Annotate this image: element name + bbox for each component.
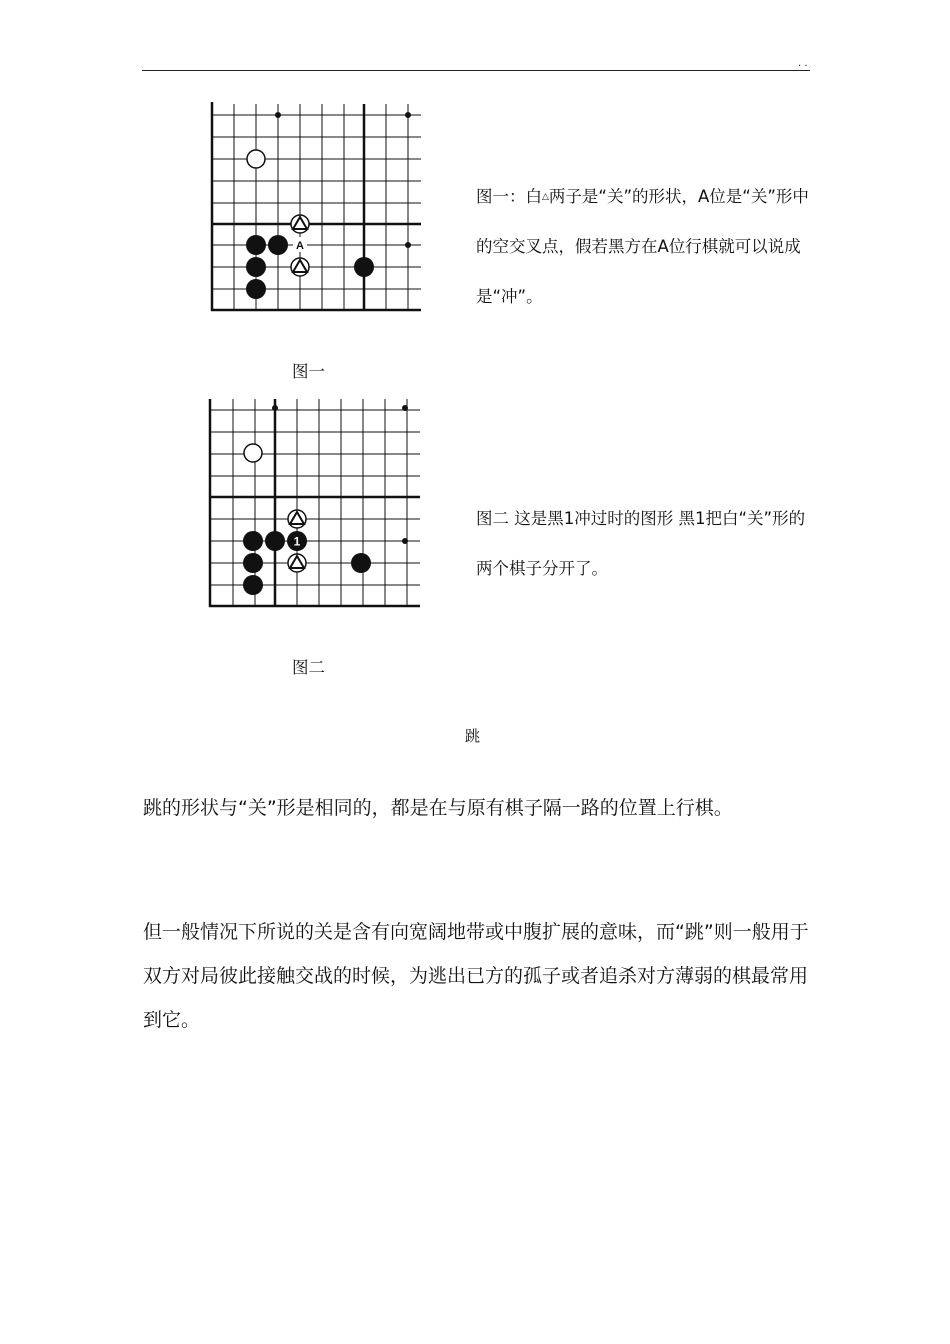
star-point <box>402 538 408 544</box>
star-point <box>272 405 278 411</box>
black-stone <box>268 235 288 255</box>
paragraph: 但一般情况下所说的关是含有向宽阔地带或中腹扩展的意味，而“跳”则一般用于双方对局彼此接触交战的时候，为逃出已方的孤子或者追杀对方薄弱的棋最常用到它。 <box>143 921 809 1031</box>
go-board-figure-1 <box>206 100 421 315</box>
stone-number-label: 1 <box>293 534 301 549</box>
star-point <box>405 112 411 118</box>
paragraph: 跳的形状与“关”形是相同的，都是在与原有棋子隔一路的位置上行棋。 <box>143 797 733 819</box>
corner-mark: . . <box>798 58 808 69</box>
header-rule <box>142 70 810 71</box>
black-stone <box>243 575 263 595</box>
go-board-figure-2 <box>205 395 420 610</box>
black-stone <box>246 279 266 299</box>
star-point <box>405 242 411 248</box>
star-point <box>275 112 281 118</box>
figure-2-caption: 图二 <box>292 658 325 677</box>
white-stone-triangle-marked <box>291 215 309 233</box>
white-stone <box>244 444 262 462</box>
black-stone <box>243 553 263 573</box>
figure-1-description: 图一：白△两子是“关”的形状，A位是“关”形中的空交叉点，假若黑方在A位行棋就可以说成是“冲”。 <box>476 187 809 306</box>
point-label-a: A <box>296 240 304 252</box>
black-stone <box>243 531 263 551</box>
figure-2-description: 图二 这是黑1冲过时的图形 黑1把白“关”形的两个棋子分开了。 <box>476 509 806 578</box>
black-stone <box>246 257 266 277</box>
white-stone <box>247 150 265 168</box>
section-title: 跳 <box>465 727 481 745</box>
white-stone-triangle-marked <box>288 554 306 572</box>
black-stone <box>265 531 285 551</box>
star-point <box>402 405 408 411</box>
black-stone <box>246 235 266 255</box>
figure-1-caption: 图一 <box>292 362 325 381</box>
black-stone <box>354 257 374 277</box>
white-stone-triangle-marked <box>288 510 306 528</box>
white-stone-triangle-marked <box>291 258 309 276</box>
triangle-mark-icon: △ <box>542 192 549 202</box>
black-stone <box>351 553 371 573</box>
